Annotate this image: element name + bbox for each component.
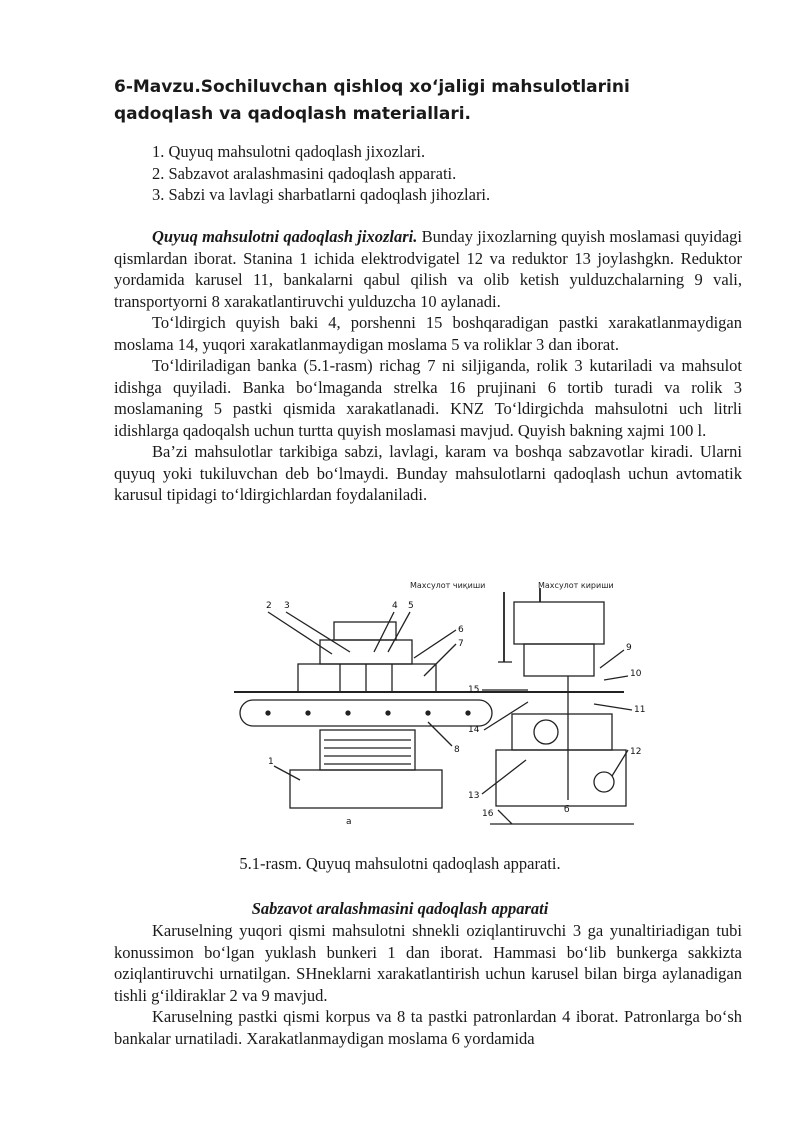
drawing-b: [482, 588, 634, 824]
product-tank: [320, 640, 412, 664]
tank-b: [514, 602, 604, 644]
topic-item-3: 3. Sabzi va lavlagi sharbatlarni qadoqlash jihozlari.: [152, 185, 491, 204]
label-product-out: Махсулот чиқиши: [410, 581, 486, 590]
topic-item-2: 2. Sabzavot aralashmasini qadoqlash apparati.: [152, 163, 457, 183]
section1-paragraph-3: To‘ldiriladigan banka (5.1-rasm) richag 7 ni siljiganda, rolik 3 kutariladi va mahsulot idishga quyiladi. Banka bo‘lmaganda strelka 16 prujinani 6 tortib turadi va rolik 3 moslamaning 5 pastki qismida xarakatlanadi. KNZ To‘ldirgichda mahsulotni uch litrli idishlarga qadoqalsh uchun turtta quyish moslamasi mavjud. Quyish bakning xajmi 100 l.: [114, 356, 742, 440]
conveyor-belt: [240, 700, 492, 726]
sublabel-a: а: [346, 817, 352, 827]
carousel-b: [524, 644, 594, 676]
callout-8: 8: [454, 745, 460, 755]
callout-1: 1: [268, 757, 274, 767]
callout-4: 4: [392, 601, 398, 611]
carousel-plate: [298, 664, 436, 692]
topic-item-1: 1. Quyuq mahsulotni qadoqlash jixozlari.: [152, 142, 426, 161]
topic-list: [152, 141, 490, 206]
filling-apparatus-figure: [228, 580, 648, 842]
callout-5: 5: [408, 601, 414, 611]
callout-16: 16: [482, 809, 494, 819]
section1-lead: Quyuq mahsulotni qadoqlash jixozlari.: [152, 227, 418, 246]
section1-body: [114, 226, 742, 506]
base-frame-b: [496, 750, 626, 806]
callout-15: 15: [468, 685, 480, 695]
callout-3: 3: [284, 601, 290, 611]
callout-2: 2: [266, 601, 272, 611]
section2-paragraph-1: Karuselning yuqori qismi mahsulotni shnekli oziqlantiruvchi 3 ga yunaltiriadigan tubi konussimon bo‘lgan yuklash bunkeri 1 dan iborat. Hammasi bo‘lib bunkerga sakkizta oziqlantiruvchi urnatilgan. SHneklarni xarakatlantirish uchun karusel bilan birga aylanadigan tishli g‘ildiraklar 2 va 9 mavjud.: [114, 921, 742, 1005]
figure-caption: 5.1-rasm. Quyuq mahsulotni qadoqlash apparati.: [239, 854, 561, 873]
section1-paragraph-2: To‘ldirgich quyish baki 4, porshenni 15 boshqaradigan pastki xarakatlanmaydigan moslama 14, yuqori xarakatlanmaydigan moslama 5 va roliklar 3 dan iborat.: [114, 313, 742, 354]
page-title: 6-Mavzu.Sochiluvchan qishloq xo‘jaligi mahsulotlarini qadoqlash va qadoqlash materiallari.: [114, 77, 630, 124]
section2-body: [114, 920, 742, 1049]
section2-heading: Sabzavot aralashmasini qadoqlash apparati: [251, 899, 549, 918]
reducer-gear: [512, 714, 612, 750]
callout-9: 9: [626, 643, 632, 653]
callout-13: 13: [468, 791, 480, 801]
section1-paragraph-1-text: Bunday jixozlarning quyish moslamasi quyidagi qismlardan iborat. Stanina 1 ichida elektrodvigatel 12 va reduktor 13 joylashgkn. Reduktor yordamida karusel 11, bankalarni qabul qilish va olib ketish yulduzchalarning 9 vali, transportyorni 8 xarakatlantiruvchi yulduzcha 10 aylanadi.: [114, 227, 742, 311]
callout-12: 12: [630, 747, 642, 757]
section2-paragraph-2: Karuselning pastki qismi korpus va 8 ta pastki patronlardan 4 iborat. Patronlarga bo‘sh bankalar urnatiladi. Xarakatlanmaydigan moslama 6 yordamida: [114, 1007, 742, 1048]
callout-10: 10: [630, 669, 642, 679]
section1-paragraph-1: [114, 226, 742, 312]
callout-11: 11: [634, 705, 646, 715]
sublabel-b: б: [564, 805, 570, 815]
callout-7: 7: [458, 639, 464, 649]
label-product-in: Махсулот кириши: [538, 581, 614, 590]
section1-paragraph-4: Ba’zi mahsulotlar tarkibiga sabzi, lavlagi, karam va boshqa sabzavotlar kiradi. Ularni quyuq yoki tukiluvchan deb bo‘lmaydi. Bunday mahsulotlarni qadoqlash uchun avtomatik karusul tipidagi to‘ldirgichlardan foydalaniladi.: [114, 442, 742, 504]
base-frame: [290, 770, 442, 808]
callout-6: 6: [458, 625, 464, 635]
callout-14: 14: [468, 725, 480, 735]
motor-b: [594, 772, 614, 792]
